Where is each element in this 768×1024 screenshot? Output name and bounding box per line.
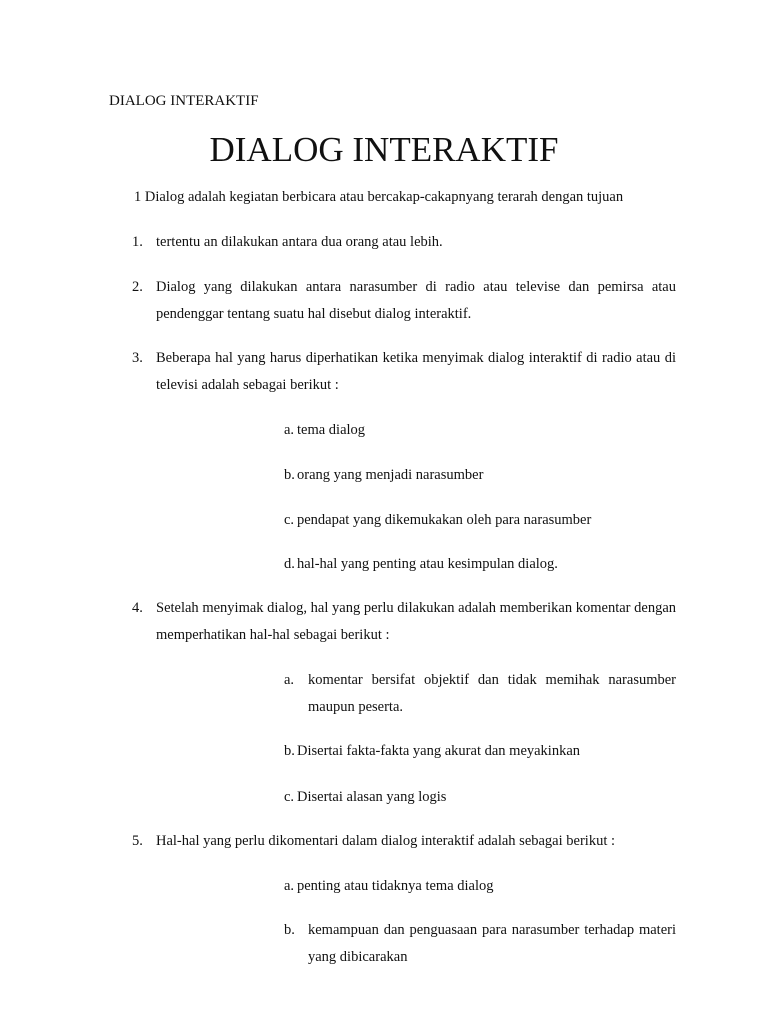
sub-item-letter: b.	[284, 467, 295, 483]
item-number: 3.	[132, 350, 143, 366]
sub-item-text: Disertai fakta-fakta yang akurat dan meyakinkan	[297, 743, 581, 759]
page-header: DIALOG INTERAKTIF	[109, 93, 259, 109]
item-text: Dialog yang dilakukan antara narasumber di radio atau televise dan pemirsa atau pendenggar tentang suatu hal disebut dialog interaktif.	[156, 279, 676, 322]
sub-item-3a	[284, 417, 676, 444]
sub-item-4a	[284, 667, 676, 721]
list-item-1	[132, 229, 676, 256]
sub-item-text: kemampuan dan penguasaan para narasumber terhadap materi yang dibicarakan	[308, 922, 676, 965]
sub-item-3c	[284, 507, 676, 534]
sub-item-letter: d.	[284, 556, 295, 572]
item-number: 4.	[132, 600, 143, 616]
item-number: 5.	[132, 833, 143, 849]
list-item-4	[132, 595, 676, 649]
sub-item-letter: a.	[284, 672, 295, 688]
item-text: Hal-hal yang perlu dikomentari dalam dialog interaktif adalah sebagai berikut :	[156, 833, 616, 849]
list-item-2	[132, 274, 676, 328]
item-text: Setelah menyimak dialog, hal yang perlu dilakukan adalah memberikan komentar dengan memperhatikan hal-hal sebagai berikut :	[156, 600, 676, 643]
sub-item-3b	[284, 462, 676, 489]
sub-item-text: orang yang menjadi narasumber	[297, 467, 484, 483]
sub-item-text: hal-hal yang penting atau kesimpulan dialog.	[297, 556, 558, 572]
sub-item-4b	[284, 738, 676, 765]
intro-paragraph: 1 Dialog adalah kegiatan berbicara atau bercakap-cakapnyang terarah dengan tujuan	[134, 189, 624, 205]
sub-item-letter: a.	[284, 878, 295, 894]
sub-item-letter: a.	[284, 422, 295, 438]
item-text: Beberapa hal yang harus diperhatikan ketika menyimak dialog interaktif di radio atau di televisi adalah sebagai berikut :	[156, 350, 676, 393]
sub-item-text: komentar bersifat objektif dan tidak memihak narasumber maupun peserta.	[308, 672, 676, 715]
sub-item-text: tema dialog	[297, 422, 366, 438]
sub-item-text: penting atau tidaknya tema dialog	[297, 878, 494, 894]
sub-item-3d	[284, 551, 676, 578]
item-text: tertentu an dilakukan antara dua orang atau lebih.	[156, 234, 443, 250]
item-number: 2.	[132, 279, 143, 295]
sub-item-letter: b.	[284, 922, 295, 938]
sub-item-text: Disertai alasan yang logis	[297, 789, 447, 805]
sub-item-text: pendapat yang dikemukakan oleh para narasumber	[297, 512, 592, 528]
sub-item-letter: c.	[284, 789, 295, 805]
sub-item-5a	[284, 873, 676, 900]
page-title: DIALOG INTERAKTIF	[209, 130, 559, 169]
list-item-5	[132, 828, 676, 855]
sub-item-4c	[284, 784, 676, 811]
sub-item-5b	[284, 917, 676, 971]
item-number: 1.	[132, 234, 143, 250]
sub-item-letter: b.	[284, 743, 295, 759]
sub-item-letter: c.	[284, 512, 295, 528]
list-item-3	[132, 345, 676, 399]
